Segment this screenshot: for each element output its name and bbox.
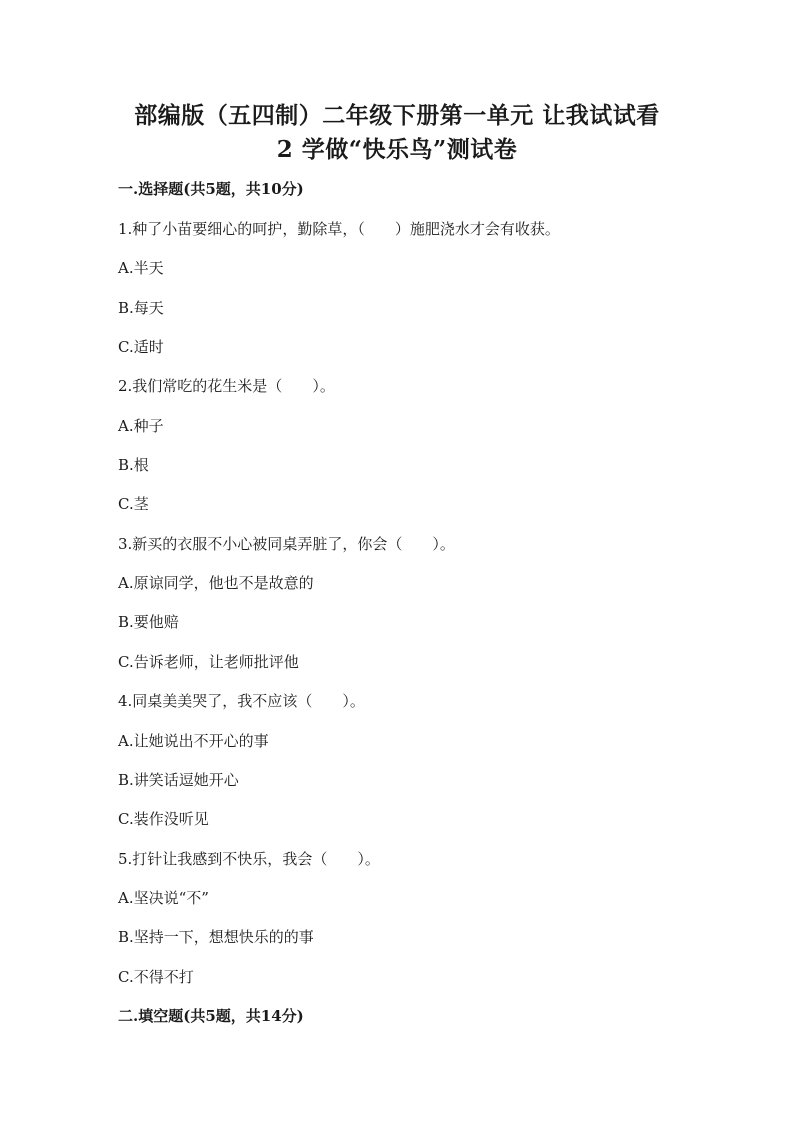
question-2-stem: 2.我们常吃的花生米是（ ）。 [118, 377, 335, 395]
question-4-stem: 4.同桌美美哭了，我不应该（ ）。 [118, 692, 365, 710]
section-heading-choice: 一.选择题(共5题，共10分) [118, 180, 304, 198]
question-3-option-c: C.告诉老师，让老师批评他 [118, 653, 299, 671]
section-heading-fill-blank: 二.填空题(共5题，共14分) [118, 1007, 304, 1025]
question-2-option-a: A.种子 [118, 417, 164, 435]
question-2-option-c: C.茎 [118, 495, 149, 513]
question-3-option-b: B.要他赔 [118, 613, 179, 631]
question-1-stem: 1.种了小苗要细心的呵护，勤除草，（ ）施肥浇水才会有收获。 [118, 220, 560, 238]
question-5-option-b: B.坚持一下，想想快乐的的事 [118, 928, 314, 946]
question-1-option-c: C.适时 [118, 338, 164, 356]
question-5-option-c: C.不得不打 [118, 968, 194, 986]
paper-title-line-1: 部编版（五四制）二年级下册第一单元 让我试试看 [134, 102, 660, 129]
question-5-option-a: A.坚决说“不” [118, 889, 209, 907]
question-3-option-a: A.原谅同学，他也不是故意的 [118, 574, 314, 592]
question-1-option-a: A.半天 [118, 259, 164, 277]
question-5-stem: 5.打针让我感到不快乐，我会（ ）。 [118, 850, 380, 868]
question-4-option-c: C.装作没听见 [118, 810, 209, 828]
question-2-option-b: B.根 [118, 456, 149, 474]
question-4-option-b: B.讲笑话逗她开心 [118, 771, 239, 789]
question-3-stem: 3.新买的衣服不小心被同桌弄脏了，你会（ ）。 [118, 535, 455, 553]
question-1-option-b: B.每天 [118, 299, 164, 317]
paper-title-line-2: 2 学做“快乐鸟”测试卷 [276, 136, 518, 163]
question-4-option-a: A.让她说出不开心的事 [118, 732, 269, 750]
